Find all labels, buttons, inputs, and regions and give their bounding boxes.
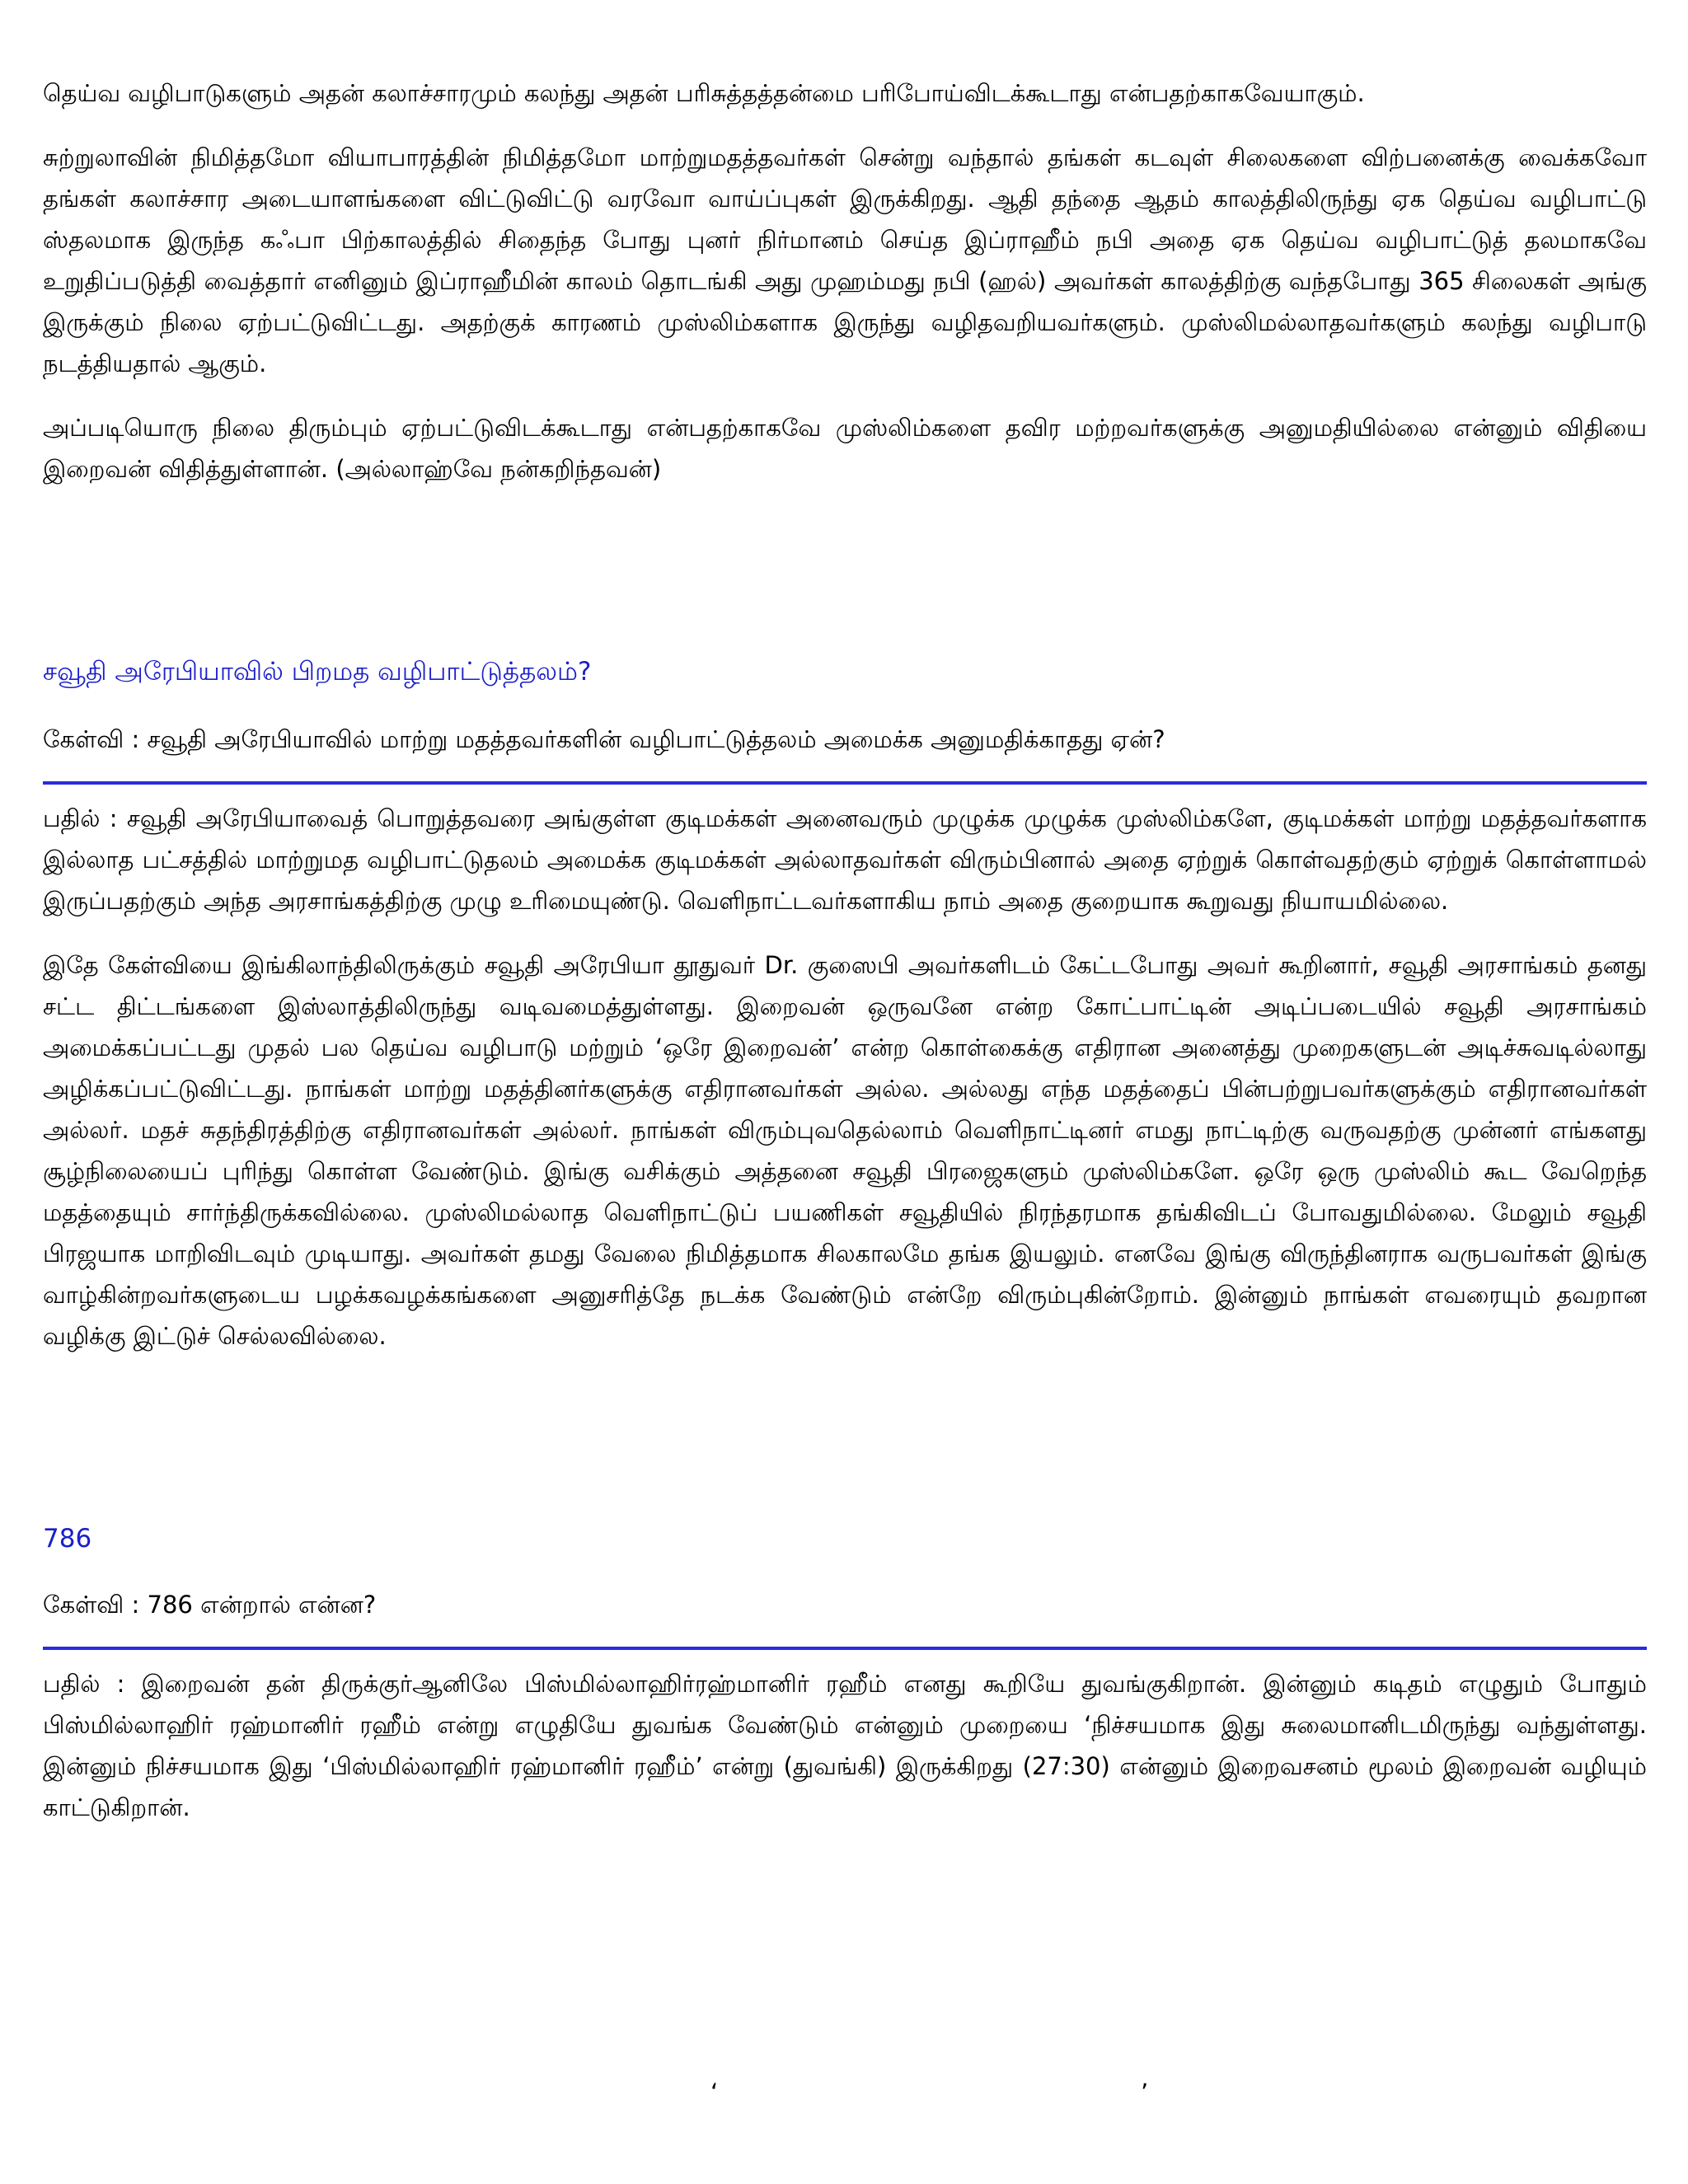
answer-text: பதில் : இறைவன் தன் திருக்குர்ஆனிலே பிஸ்மில்லாஹிர்ரஹ்மானிர் ரஹீம் எனது கூறியே துவங்குகிறான். இன்னும் கடிதம் எழுதும் போதும் பிஸ்மில்லாஹிர் ரஹ்மானிர் ரஹீம் என்று எழுதியே துவங்க வேண்டும் என்னும் முறையை ‘நிச்சயமாக இது சுலைமானிடமிருந்து வந்துள்ளது. இன்னும் நிச்சயமாக இது ‘பிஸ்மில்லாஹிர் ரஹ்மானிர் ரஹீம்’ என்று (துவங்கி) இருக்கிறது (27:30) என்னும் இறைவசனம் மூலம் இறைவன் வழியும் காட்டுகிறான். <box>43 1670 1647 1821</box>
open-quote: ‘ <box>710 2079 719 2107</box>
answer-text: பதில் : சவூதி அரேபியாவைத் பொறுத்தவரை அங்குள்ள குடிமக்கள் அனைவரும் முழுக்க முழுக்க முஸ்லிம்களே, குடிமக்கள் மாற்று மதத்தவர்களாக இல்லாத பட்சத்தில் மாற்றுமத வழிபாட்டுதலம் அமைக்க குடிமக்கள் அல்லாதவர்கள் விரும்பினால் அதை ஏற்றுக் கொள்வதற்கும் ஏற்றுக் கொள்ளாமல் இருப்பதற்கும் அந்த அரசாங்கத்திற்கு முழு உரிமையுண்டு. வெளிநாட்டவர்களாகிய நாம் அதை குறையாக கூறுவது நியாயமில்லை. <box>43 804 1647 915</box>
question-text: கேள்வி : 786 என்றால் என்ன? <box>43 1591 377 1619</box>
divider-rule <box>43 1647 1647 1650</box>
document-page <box>43 73 1647 1828</box>
question-text: கேள்வி : சவூதி அரேபியாவில் மாற்று மதத்தவர்களின் வழிபாட்டுத்தலம் அமைக்க அனுமதிக்காதது ஏன்? <box>43 725 1165 753</box>
section-heading: 786 <box>43 1524 92 1554</box>
paragraph: அப்படியொரு நிலை திரும்பும் ஏற்பட்டுவிடக்கூடாது என்பதற்காகவே முஸ்லிம்களை தவிர மற்றவர்களுக்கு அனுமதியில்லை என்னும் விதியை இறைவன் விதித்துள்ளான். (அல்லாஹ்வே நன்கறிந்தவன்) <box>43 414 1647 483</box>
section-heading: சவூதி அரேபியாவில் பிறமத வழிபாட்டுத்தலம்? <box>43 657 592 687</box>
divider-rule <box>43 781 1647 785</box>
close-quote: ’ <box>1141 2079 1149 2107</box>
paragraph: சுற்றுலாவின் நிமித்தமோ வியாபாரத்தின் நிமித்தமோ மாற்றுமதத்தவர்கள் சென்று வந்தால் தங்கள் கடவுள் சிலைகளை விற்பனைக்கு வைக்கவோ தங்கள் கலாச்சார அடையாளங்களை விட்டுவிட்டு வரவோ வாய்ப்புகள் இருக்கிறது. ஆதி தந்தை ஆதம் காலத்திலிருந்து ஏக தெய்வ வழிபாட்டு ஸ்தலமாக இருந்த கஃபா பிற்காலத்தில் சிதைந்த போது புனர் நிர்மானம் செய்த இப்ராஹீம் நபி அதை ஏக தெய்வ வழிபாட்டுத் தலமாகவே உறுதிப்படுத்தி வைத்தார் எனினும் இப்ராஹீமின் காலம் தொடங்கி அது முஹம்மது நபி (ஹல்) அவர்கள் காலத்திற்கு வந்தபோது 365 சிலைகள் அங்கு இருக்கும் நிலை ஏற்பட்டுவிட்டது. அதற்குக் காரணம் முஸ்லிம்களாக இருந்து வழிதவறியவர்களும். முஸ்லிமல்லாதவர்களும் கலந்து வழிபாடு நடத்தியதால் ஆகும். <box>43 143 1647 377</box>
answer-text: இதே கேள்வியை இங்கிலாந்திலிருக்கும் சவூதி அரேபியா தூதுவர் Dr. குஸைபி அவர்களிடம் கேட்டபோது அவர் கூறினார், சவூதி அரசாங்கம் தனது சட்ட திட்டங்களை இஸ்லாத்திலிருந்து வடிவமைத்துள்ளது. இறைவன் ஒருவனே என்ற கோட்பாட்டின் அடிப்படையில் சவூதி அரசாங்கம் அமைக்கப்பட்டது முதல் பல தெய்வ வழிபாடு மற்றும் ‘ஒரே இறைவன்’ என்ற கொள்கைக்கு எதிரான அனைத்து முறைகளுடன் அடிச்சுவடில்லாது அழிக்கப்பட்டுவிட்டது. நாங்கள் மாற்று மதத்தினர்களுக்கு எதிரானவர்கள் அல்ல. அல்லது எந்த மதத்தைப் பின்பற்றுபவர்களுக்கும் எதிரானவர்கள் அல்லர். மதச் சுதந்திரத்திற்கு எதிரானவர்கள் அல்லர். நாங்கள் விரும்புவதெல்லாம் வெளிநாட்டினர் எமது நாட்டிற்கு வருவதற்கு முன்னர் எங்களது சூழ்நிலையைப் புரிந்து கொள்ள வேண்டும். இங்கு வசிக்கும் அத்தனை சவூதி பிரஜைகளும் முஸ்லிம்களே. ஒரே ஒரு முஸ்லிம் கூட வேறெந்த மதத்தையும் சார்ந்திருக்கவில்லை. முஸ்லிமல்லாத வெளிநாட்டுப் பயணிகள் சவூதியில் நிரந்தரமாக தங்கிவிடப் போவதுமில்லை. மேலும் சவூதி பிரஜயாக மாறிவிடவும் முடியாது. அவர்கள் தமது வேலை நிமித்தமாக சிலகாலமே தங்க இயலும். எனவே இங்கு விருந்தினராக வருபவர்கள் இங்கு வாழ்கின்றவர்களுடைய பழக்கவழக்கங்களை அனுசரித்தே நடக்க வேண்டும் என்றே விரும்புகின்றோம். இன்னும் நாங்கள் எவரையும் தவறான வழிக்கு இட்டுச் செல்லவில்லை. <box>43 951 1647 1350</box>
quote-marks <box>0 2079 1688 2111</box>
paragraph: தெய்வ வழிபாடுகளும் அதன் கலாச்சாரமும் கலந்து அதன் பரிசுத்தத்தன்மை பரிபோய்விடக்கூடாது என்பதற்காகவேயாகும். <box>43 79 1365 107</box>
